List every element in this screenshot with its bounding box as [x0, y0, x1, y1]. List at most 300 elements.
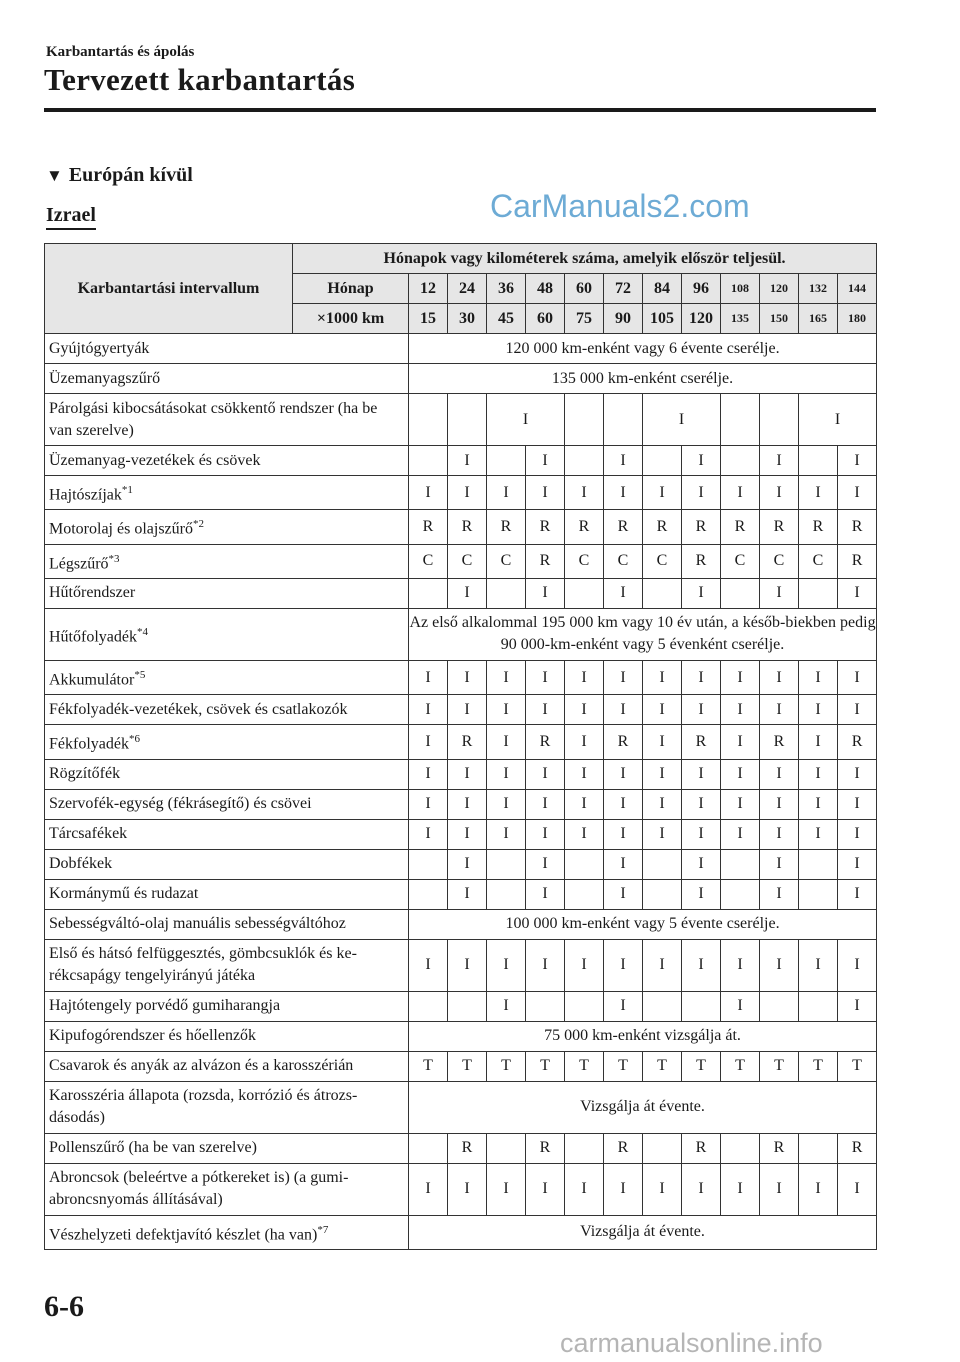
subsection-title: Izrael — [46, 204, 96, 230]
schedule-cell: I — [604, 879, 643, 909]
schedule-cell: I — [604, 476, 643, 510]
schedule-cell: T — [643, 1051, 682, 1081]
schedule-cell: I — [721, 1163, 760, 1215]
schedule-cell: T — [760, 1051, 799, 1081]
schedule-cell — [721, 849, 760, 879]
schedule-cell: R — [838, 725, 877, 759]
schedule-cell: I — [526, 1163, 565, 1215]
item-label: Sebességváltó-olaj manuális sebességváltóhoz — [49, 915, 346, 933]
schedule-cell: R — [604, 1133, 643, 1163]
schedule-cell: I — [838, 1163, 877, 1215]
schedule-cell: R — [448, 725, 487, 759]
schedule-cell: I — [448, 789, 487, 819]
schedule-cell: T — [448, 1051, 487, 1081]
schedule-cell — [682, 991, 721, 1021]
schedule-cell: I — [721, 939, 760, 991]
schedule-cell: I — [565, 1163, 604, 1215]
schedule-cell: I — [682, 1163, 721, 1215]
month-header-cell: 60 — [565, 274, 604, 304]
item-name — [45, 759, 409, 789]
schedule-cell — [604, 394, 643, 446]
schedule-cell: I — [682, 660, 721, 694]
schedule-cell: I — [799, 476, 838, 510]
schedule-cell: C — [604, 544, 643, 578]
schedule-cell: R — [643, 510, 682, 544]
schedule-cell: I — [409, 789, 448, 819]
table-row — [45, 364, 877, 394]
schedule-cell — [448, 394, 487, 446]
schedule-cell: R — [760, 510, 799, 544]
footnote-marker: *4 — [136, 625, 148, 638]
schedule-cell — [487, 446, 526, 476]
schedule-cell: I — [799, 695, 838, 725]
schedule-cell — [799, 849, 838, 879]
km-header-cell: 30 — [448, 304, 487, 334]
schedule-cell: I — [643, 725, 682, 759]
schedule-cell: I — [604, 991, 643, 1021]
interval-note: Az első alkalommal 195 000 km vagy 10 év után, a későb-biekben pedig 90 000-km-enként vagy 5 évenként cserélje. — [409, 608, 877, 660]
item-name — [45, 446, 409, 476]
schedule-cell: I — [604, 849, 643, 879]
month-header-cell: 108 — [721, 274, 760, 304]
schedule-cell: I — [604, 789, 643, 819]
interval-note: 135 000 km-enként cserélje. — [409, 364, 877, 394]
schedule-cell: I — [838, 446, 877, 476]
month-header-cell: 84 — [643, 274, 682, 304]
schedule-cell: I — [838, 695, 877, 725]
schedule-cell: I — [682, 578, 721, 608]
item-label: Üzemanyagszűrő — [49, 369, 161, 387]
schedule-cell: I — [682, 849, 721, 879]
schedule-cell: I — [526, 578, 565, 608]
maintenance-schedule-table — [44, 243, 877, 1250]
item-name — [45, 789, 409, 819]
schedule-cell: R — [604, 510, 643, 544]
schedule-cell: I — [838, 578, 877, 608]
month-header-cell: 24 — [448, 274, 487, 304]
schedule-cell: I — [604, 578, 643, 608]
schedule-cell: I — [565, 789, 604, 819]
item-label: Hűtőrendszer — [49, 584, 136, 602]
item-label: Fékfolyadék-vezetékek, csövek és csatlakozók — [49, 700, 348, 718]
footnote-marker: *3 — [108, 552, 120, 565]
schedule-cell: I — [838, 939, 877, 991]
schedule-cell: I — [682, 695, 721, 725]
schedule-cell — [409, 991, 448, 1021]
schedule-cell: I — [721, 759, 760, 789]
interval-note: Vizsgálja át évente. — [409, 1081, 877, 1133]
item-label: Hajtótengely porvédő gumiharangja — [49, 997, 281, 1015]
km-header-cell: 60 — [526, 304, 565, 334]
table-row — [45, 1051, 877, 1081]
schedule-cell: I — [721, 660, 760, 694]
table-row — [45, 1133, 877, 1163]
schedule-cell: I — [409, 695, 448, 725]
item-label: Üzemanyag-vezetékek és csövek — [49, 451, 261, 469]
item-name — [45, 578, 409, 608]
month-header-cell: 96 — [682, 274, 721, 304]
schedule-cell: I — [760, 849, 799, 879]
schedule-cell: I — [760, 476, 799, 510]
schedule-cell: R — [409, 510, 448, 544]
km-header-cell: 150 — [760, 304, 799, 334]
schedule-cell: I — [409, 819, 448, 849]
schedule-cell: I — [448, 578, 487, 608]
item-label: Csavarok és anyák az alvázon és a karosszérián — [49, 1057, 354, 1075]
schedule-cell: I — [643, 1163, 682, 1215]
schedule-cell: C — [760, 544, 799, 578]
table-row — [45, 446, 877, 476]
schedule-cell — [721, 578, 760, 608]
schedule-cell — [721, 394, 760, 446]
schedule-cell: I — [799, 819, 838, 849]
interval-header: Karbantartási intervallum — [45, 244, 293, 334]
schedule-cell — [643, 849, 682, 879]
schedule-cell: I — [682, 879, 721, 909]
item-label: Szervofék-egység (fékrásegítő) és csövei — [49, 795, 312, 813]
schedule-cell: I — [721, 819, 760, 849]
schedule-cell: I — [604, 446, 643, 476]
table-row — [45, 849, 877, 879]
schedule-cell: I — [526, 879, 565, 909]
footnote-marker: *6 — [128, 733, 140, 746]
schedule-cell: I — [526, 939, 565, 991]
km-header-cell: 15 — [409, 304, 448, 334]
item-label: Tárcsafékek — [49, 825, 128, 843]
footnote-marker: *5 — [134, 668, 146, 681]
schedule-cell: I — [643, 394, 721, 446]
schedule-cell — [409, 446, 448, 476]
schedule-cell — [487, 578, 526, 608]
schedule-cell: T — [682, 1051, 721, 1081]
schedule-cell: R — [448, 510, 487, 544]
schedule-cell: C — [448, 544, 487, 578]
schedule-cell — [409, 578, 448, 608]
item-name — [45, 725, 409, 759]
table-row — [45, 1021, 877, 1051]
item-label: Dobfékek — [49, 855, 113, 873]
item-name — [45, 695, 409, 725]
km-header-cell: 120 — [682, 304, 721, 334]
schedule-cell: I — [409, 725, 448, 759]
schedule-cell: I — [838, 660, 877, 694]
schedule-cell: I — [643, 660, 682, 694]
schedule-cell: I — [682, 939, 721, 991]
schedule-cell — [643, 446, 682, 476]
schedule-cell: R — [721, 510, 760, 544]
schedule-cell: I — [799, 759, 838, 789]
schedule-cell: I — [565, 660, 604, 694]
schedule-cell: I — [526, 759, 565, 789]
item-name — [45, 544, 409, 578]
schedule-cell: I — [721, 991, 760, 1021]
schedule-cell — [721, 446, 760, 476]
schedule-cell: I — [487, 660, 526, 694]
item-label: Kormánymű és rudazat — [49, 885, 199, 903]
schedule-cell: R — [838, 544, 877, 578]
schedule-cell: I — [643, 759, 682, 789]
item-label: Gyújtógyertyák — [49, 339, 150, 357]
table-row — [45, 909, 877, 939]
item-name — [45, 1215, 409, 1249]
schedule-cell: R — [760, 1133, 799, 1163]
schedule-cell — [721, 879, 760, 909]
schedule-cell: I — [409, 759, 448, 789]
km-header-cell: 105 — [643, 304, 682, 334]
site-footer: carmanualsonline.info — [560, 1328, 823, 1358]
schedule-cell: I — [448, 660, 487, 694]
item-name — [45, 909, 409, 939]
schedule-cell: I — [487, 725, 526, 759]
item-name — [45, 1021, 409, 1051]
item-label: Rögzítőfék — [49, 765, 121, 783]
schedule-cell: I — [838, 759, 877, 789]
schedule-cell: I — [643, 476, 682, 510]
schedule-cell — [760, 991, 799, 1021]
schedule-cell: R — [565, 510, 604, 544]
schedule-cell: R — [526, 725, 565, 759]
schedule-cell: I — [526, 849, 565, 879]
table-row — [45, 1081, 877, 1133]
schedule-cell: I — [760, 695, 799, 725]
schedule-cell: I — [682, 446, 721, 476]
schedule-cell: I — [721, 789, 760, 819]
schedule-cell: I — [487, 1163, 526, 1215]
schedule-cell: I — [838, 789, 877, 819]
month-header-cell: 144 — [838, 274, 877, 304]
schedule-cell: C — [799, 544, 838, 578]
schedule-cell: C — [643, 544, 682, 578]
km-header-cell: 165 — [799, 304, 838, 334]
item-label: Légszűrő — [49, 554, 109, 572]
item-label: Első és hátsó felfüggesztés, gömbcsuklók és ke-rékcsapágy tengelyirányú játéka — [49, 945, 357, 985]
month-header-cell: 132 — [799, 274, 838, 304]
schedule-cell: C — [565, 544, 604, 578]
item-name — [45, 476, 409, 510]
schedule-cell: R — [838, 510, 877, 544]
table-row — [45, 510, 877, 544]
item-label: Vészhelyzeti defektjavító készlet (ha van) — [49, 1225, 318, 1243]
schedule-cell: I — [760, 939, 799, 991]
schedule-cell: R — [526, 544, 565, 578]
table-row — [45, 819, 877, 849]
table-row — [45, 1163, 877, 1215]
schedule-cell: T — [604, 1051, 643, 1081]
schedule-cell: I — [760, 660, 799, 694]
schedule-cell: I — [604, 695, 643, 725]
item-label: Hajtószíjak — [49, 486, 122, 504]
table-row — [45, 991, 877, 1021]
schedule-cell — [409, 879, 448, 909]
schedule-cell: I — [409, 660, 448, 694]
schedule-cell: I — [409, 1163, 448, 1215]
schedule-cell: I — [526, 789, 565, 819]
schedule-cell: I — [838, 849, 877, 879]
schedule-cell: I — [448, 819, 487, 849]
schedule-cell: I — [721, 695, 760, 725]
schedule-cell: R — [682, 510, 721, 544]
schedule-cell — [799, 991, 838, 1021]
schedule-cell: I — [526, 476, 565, 510]
schedule-cell: I — [565, 476, 604, 510]
item-name — [45, 1133, 409, 1163]
schedule-cell: I — [487, 939, 526, 991]
item-name — [45, 1163, 409, 1215]
schedule-cell: R — [838, 1133, 877, 1163]
schedule-cell: I — [760, 578, 799, 608]
footnote-marker: *7 — [317, 1223, 329, 1236]
schedule-cell — [565, 446, 604, 476]
table-row — [45, 879, 877, 909]
schedule-cell — [565, 991, 604, 1021]
schedule-cell: I — [838, 991, 877, 1021]
schedule-cell: I — [409, 939, 448, 991]
item-name — [45, 364, 409, 394]
schedule-cell — [799, 446, 838, 476]
schedule-cell: I — [838, 476, 877, 510]
item-name — [45, 879, 409, 909]
schedule-cell: I — [448, 939, 487, 991]
schedule-cell: I — [565, 759, 604, 789]
page-number: 6-6 — [44, 1290, 84, 1323]
schedule-cell: I — [565, 695, 604, 725]
schedule-cell: I — [487, 476, 526, 510]
watermark: CarManuals2.com — [490, 188, 750, 224]
schedule-cell — [643, 991, 682, 1021]
km-header-cell: 45 — [487, 304, 526, 334]
schedule-cell — [448, 991, 487, 1021]
item-name — [45, 849, 409, 879]
schedule-cell: I — [682, 759, 721, 789]
month-header-cell: 36 — [487, 274, 526, 304]
schedule-cell — [565, 394, 604, 446]
schedule-cell: I — [487, 695, 526, 725]
month-header-cell: 72 — [604, 274, 643, 304]
interval-note: 75 000 km-enként vizsgálja át. — [409, 1021, 877, 1051]
schedule-cell: I — [604, 759, 643, 789]
schedule-cell: I — [760, 1163, 799, 1215]
schedule-cell — [760, 394, 799, 446]
schedule-cell: I — [643, 939, 682, 991]
schedule-cell: I — [838, 819, 877, 849]
schedule-cell — [487, 879, 526, 909]
schedule-cell: C — [487, 544, 526, 578]
schedule-cell: I — [760, 819, 799, 849]
schedule-cell: I — [760, 759, 799, 789]
schedule-cell: I — [721, 725, 760, 759]
km-header-cell: 135 — [721, 304, 760, 334]
schedule-cell: I — [799, 1163, 838, 1215]
table-row — [45, 1215, 877, 1249]
table-row — [45, 939, 877, 991]
table-row — [45, 759, 877, 789]
schedule-cell: R — [760, 725, 799, 759]
schedule-cell: I — [448, 759, 487, 789]
schedule-cell: I — [760, 879, 799, 909]
schedule-cell: R — [526, 510, 565, 544]
schedule-cell: I — [526, 695, 565, 725]
schedule-cell: I — [448, 695, 487, 725]
schedule-cell: I — [487, 394, 565, 446]
table-row — [45, 476, 877, 510]
table-row — [45, 578, 877, 608]
schedule-cell: R — [799, 510, 838, 544]
schedule-cell: I — [682, 476, 721, 510]
schedule-cell — [409, 1133, 448, 1163]
month-header-cell: 12 — [409, 274, 448, 304]
footnote-marker: *2 — [192, 518, 204, 531]
km-header-cell: 90 — [604, 304, 643, 334]
schedule-cell: T — [838, 1051, 877, 1081]
section-heading — [46, 164, 193, 187]
schedule-cell: I — [799, 660, 838, 694]
schedule-cell: I — [487, 759, 526, 789]
schedule-cell: I — [604, 1163, 643, 1215]
table-row — [45, 334, 877, 364]
schedule-cell — [487, 849, 526, 879]
item-label: Karosszéria állapota (rozsda, korrózió és átrozs-dásodás) — [49, 1087, 358, 1127]
schedule-cell: I — [721, 476, 760, 510]
table-row — [45, 608, 877, 660]
section-title: Európán kívül — [68, 164, 193, 186]
schedule-cell: T — [409, 1051, 448, 1081]
schedule-cell — [409, 849, 448, 879]
schedule-cell — [409, 394, 448, 446]
schedule-cell: I — [448, 1163, 487, 1215]
schedule-cell: T — [526, 1051, 565, 1081]
page-title: Tervezett karbantartás — [44, 62, 356, 97]
schedule-cell — [487, 1133, 526, 1163]
schedule-cell: I — [799, 394, 877, 446]
km-label: ×1000 km — [293, 304, 409, 334]
months-label: Hónap — [293, 274, 409, 304]
schedule-cell: I — [448, 476, 487, 510]
schedule-cell: I — [682, 819, 721, 849]
schedule-cell: I — [838, 879, 877, 909]
title-rule — [44, 108, 876, 112]
schedule-cell: I — [799, 789, 838, 819]
schedule-cell: I — [604, 939, 643, 991]
schedule-cell: I — [799, 939, 838, 991]
item-name — [45, 608, 409, 660]
month-header-cell: 48 — [526, 274, 565, 304]
schedule-cell: I — [526, 819, 565, 849]
schedule-cell: I — [487, 819, 526, 849]
schedule-cell: I — [526, 660, 565, 694]
schedule-cell: I — [643, 695, 682, 725]
schedule-cell: I — [448, 446, 487, 476]
item-name — [45, 394, 409, 446]
schedule-cell: I — [448, 849, 487, 879]
item-label: Hűtőfolyadék — [49, 628, 137, 646]
item-label: Motorolaj és olajszűrő — [49, 520, 193, 538]
schedule-cell: I — [409, 476, 448, 510]
schedule-cell: I — [799, 725, 838, 759]
interval-note: 120 000 km-enként vagy 6 évente cserélje. — [409, 334, 877, 364]
table-row — [45, 394, 877, 446]
schedule-cell — [799, 879, 838, 909]
interval-note: Vizsgálja át évente. — [409, 1215, 877, 1249]
schedule-cell: R — [448, 1133, 487, 1163]
breadcrumb: Karbantartás és ápolás — [46, 44, 195, 60]
table-row — [45, 695, 877, 725]
item-label: Párolgási kibocsátásokat csökkentő rendszer (ha be van szerelve) — [49, 399, 378, 439]
schedule-cell: T — [721, 1051, 760, 1081]
group-header: Hónapok vagy kilométerek száma, amelyik először teljesül. — [293, 244, 877, 274]
item-name — [45, 819, 409, 849]
schedule-cell: T — [565, 1051, 604, 1081]
schedule-cell: I — [682, 789, 721, 819]
